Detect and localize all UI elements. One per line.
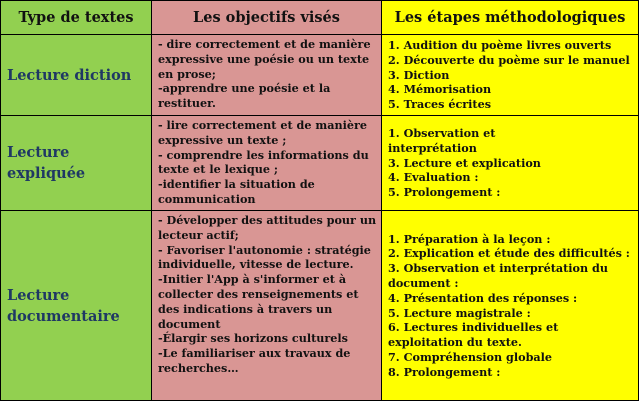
step-line: 4. Mémorisation — [388, 82, 492, 97]
objective-line: -identifier la situation de — [158, 177, 315, 192]
row-documentaire-type — [1, 211, 152, 401]
step-line: 6. Lectures individuelles et — [388, 320, 559, 335]
header-type — [1, 1, 152, 35]
row-diction-steps — [382, 35, 639, 116]
objective-line: -Élargir ses horizons culturels — [158, 331, 348, 346]
objective-line: - lire correctement et de manière — [158, 118, 367, 132]
row-diction-type — [1, 35, 152, 116]
header-objectives — [152, 1, 382, 35]
type-label-line: expliquée — [7, 165, 86, 182]
type-label-line: documentaire — [7, 307, 120, 325]
step-line: 7. Compréhension globale — [388, 349, 553, 364]
objective-line: restituer. — [158, 96, 216, 111]
step-line: 3. Diction — [388, 67, 450, 82]
step-line: 3. Observation et interprétation du — [388, 261, 608, 276]
objective-line: individuelle, vitesse de lecture. — [158, 257, 354, 272]
row-documentaire-objectives — [152, 211, 382, 401]
header-type-label: Type de textes — [18, 9, 134, 26]
step-line: 1. Audition du poème livres ouverts — [388, 38, 612, 52]
type-label-line: Lecture — [7, 144, 70, 161]
objective-line: en prose; — [158, 66, 216, 81]
row-expliquee-steps — [382, 116, 639, 211]
objective-line: expressive un texte ; — [158, 132, 287, 147]
step-line: 1. Préparation à la leçon : — [388, 231, 551, 246]
objective-line: texte et le lexique ; — [158, 162, 278, 177]
objective-line: - comprendre les informations du — [158, 147, 369, 162]
objective-line: document — [158, 316, 221, 331]
type-label-line: Lecture diction — [7, 66, 132, 84]
step-line: 5. Traces écrites — [388, 97, 492, 112]
objective-line: -Initier l'App à s'informer et à — [158, 272, 347, 287]
step-line: exploitation du texte. — [388, 335, 522, 350]
objective-line: collecter des renseignements et — [158, 286, 359, 301]
type-label-line: Lecture — [7, 286, 70, 304]
objective-line: - dire correctement et de manière — [158, 37, 371, 51]
objective-line: - Favoriser l'autonomie : stratégie — [158, 242, 371, 257]
step-line: 5. Prolongement : — [388, 185, 501, 200]
step-line: 2. Découverte du poème sur le manuel — [388, 52, 630, 67]
step-line: 8. Prolongement : — [388, 364, 501, 379]
objective-line: lecteur actif; — [158, 227, 239, 242]
objective-line: recherches… — [158, 360, 239, 375]
step-line: 3. Lecture et explication — [388, 155, 541, 170]
header-steps-label: Les étapes méthodologiques — [394, 9, 626, 26]
objective-line: expressive une poésie ou un texte — [158, 51, 370, 66]
row-diction-objectives — [152, 35, 382, 116]
step-line: interprétation — [388, 140, 477, 155]
objective-line: des indications à travers un — [158, 301, 333, 316]
step-line: 5. Lecture magistrale : — [388, 305, 531, 320]
objective-line: -apprendre une poésie et la — [158, 81, 331, 96]
header-objectives-label: Les objectifs visés — [193, 9, 340, 26]
row-documentaire-steps — [382, 211, 639, 401]
step-line: 2. Explication et étude des difficultés : — [388, 246, 630, 261]
step-line: document : — [388, 275, 459, 290]
header-steps — [382, 1, 639, 35]
objective-line: -Le familiariser aux travaux de — [158, 346, 351, 361]
step-line: 1. Observation et — [388, 126, 496, 140]
row-expliquee-objectives — [152, 116, 382, 211]
step-line: 4. Evaluation : — [388, 170, 479, 185]
step-line: 4. Présentation des réponses : — [388, 290, 578, 305]
objective-line: communication — [158, 191, 256, 206]
objective-line: - Développer des attitudes pour un — [158, 213, 377, 227]
row-expliquee-type — [1, 116, 152, 211]
